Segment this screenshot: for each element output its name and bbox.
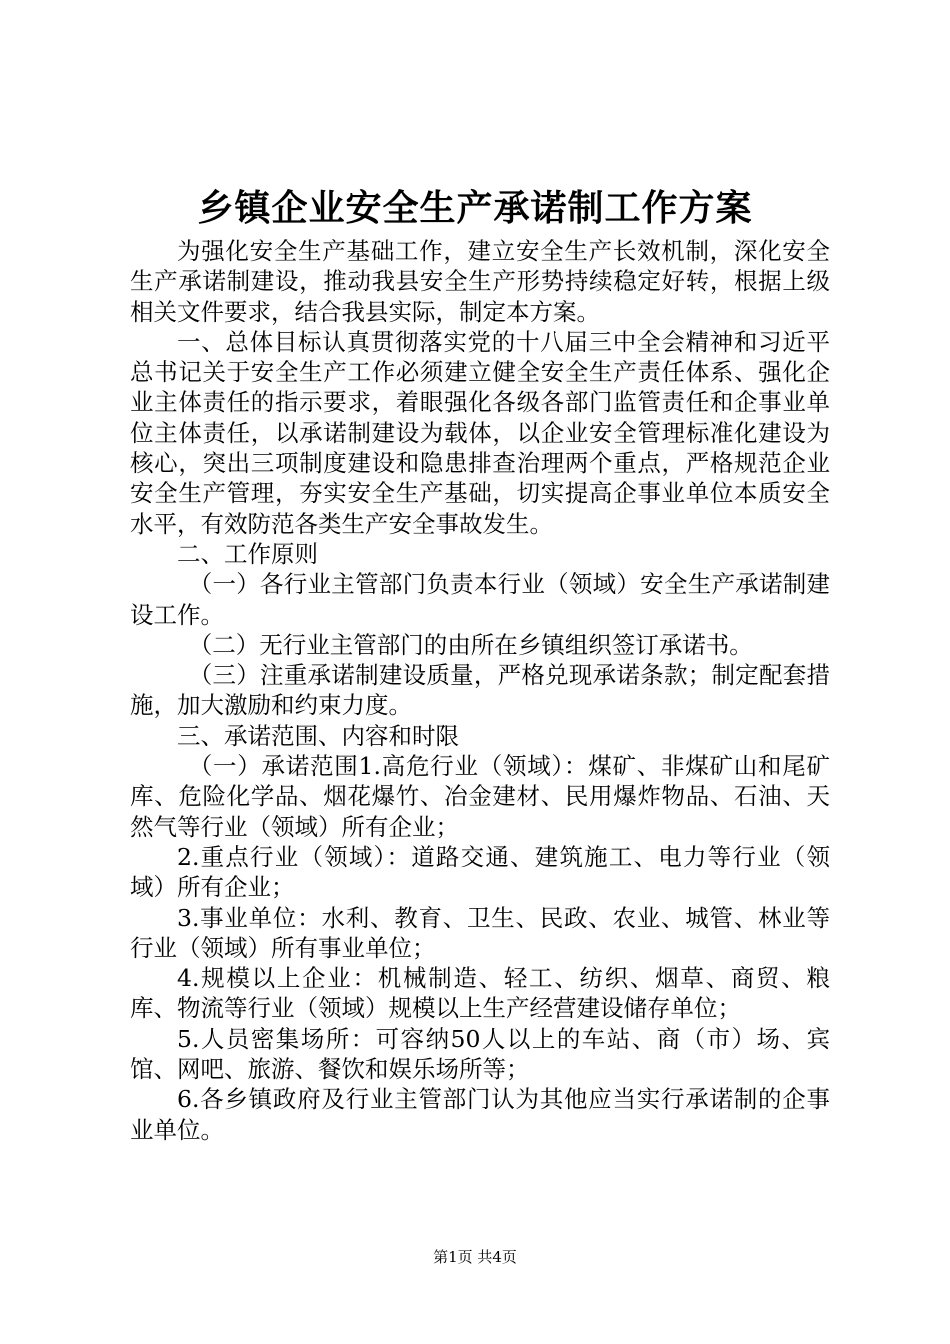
document-title: 乡镇企业安全生产承诺制工作方案 bbox=[197, 188, 753, 229]
page-number-footer: 第1页 共4页 bbox=[433, 1248, 517, 1266]
principle-3: （三）注重承诺制建设质量，严格兑现承诺条款；制定配套措施，加大激励和约束力度。 bbox=[130, 661, 830, 720]
scope-item-3: 3.事业单位：水利、教育、卫生、民政、农业、城管、林业等行业（领域）所有事业单位； bbox=[130, 903, 830, 962]
section-2-heading: 二、工作原则 bbox=[177, 539, 318, 568]
scope-item-2: 2.重点行业（领域）：道路交通、建筑施工、电力等行业（领域）所有企业； bbox=[130, 842, 830, 902]
scope-item-4: 4.规模以上企业：机械制造、轻工、纺织、烟草、商贸、粮库、物流等行业（领域）规模以上生产经营建设储存单位； bbox=[130, 964, 830, 1023]
scope-item-1: （一）承诺范围1.高危行业（领域）：煤矿、非煤矿山和尾矿库、危险化学品、烟花爆竹、冶金建材、民用爆炸物品、石油、天然气等行业（领域）所有企业； bbox=[130, 752, 830, 841]
principle-1: （一）各行业主管部门负责本行业（领域）安全生产承诺制建设工作。 bbox=[130, 570, 830, 629]
principle-2: （二）无行业主管部门的由所在乡镇组织签订承诺书。 bbox=[188, 630, 753, 659]
scope-item-6: 6.各乡镇政府及行业主管部门认为其他应当实行承诺制的企事业单位。 bbox=[130, 1085, 830, 1144]
section-1-overall-goal: 一、总体目标认真贯彻落实党的十八届三中全会精神和习近平总书记关于安全生产工作必须建立健全安全生产责任体系、强化企业主体责任的指示要求，着眼强化各级各部门监管责任和企事业单位主体责任，以承诺制建设为载体，以企业安全管理标准化建设为核心，突出三项制度建设和隐患排查治理两个重点，严格规范企业安全生产管理，夯实安全生产基础，切实提高企事业单位本质安全水平，有效防范各类生产安全事故发生。 bbox=[130, 327, 830, 538]
section-3-heading: 三、承诺范围、内容和时限 bbox=[177, 721, 459, 750]
document-body bbox=[130, 236, 830, 1145]
intro-paragraph: 为强化安全生产基础工作，建立安全生产长效机制，深化安全生产承诺制建设，推动我县安全生产形势持续稳定好转，根据上级相关文件要求，结合我县实际，制定本方案。 bbox=[130, 237, 830, 326]
scope-item-5: 5.人员密集场所：可容纳50人以上的车站、商（市）场、宾馆、网吧、旅游、餐饮和娱乐场所等； bbox=[130, 1024, 830, 1084]
